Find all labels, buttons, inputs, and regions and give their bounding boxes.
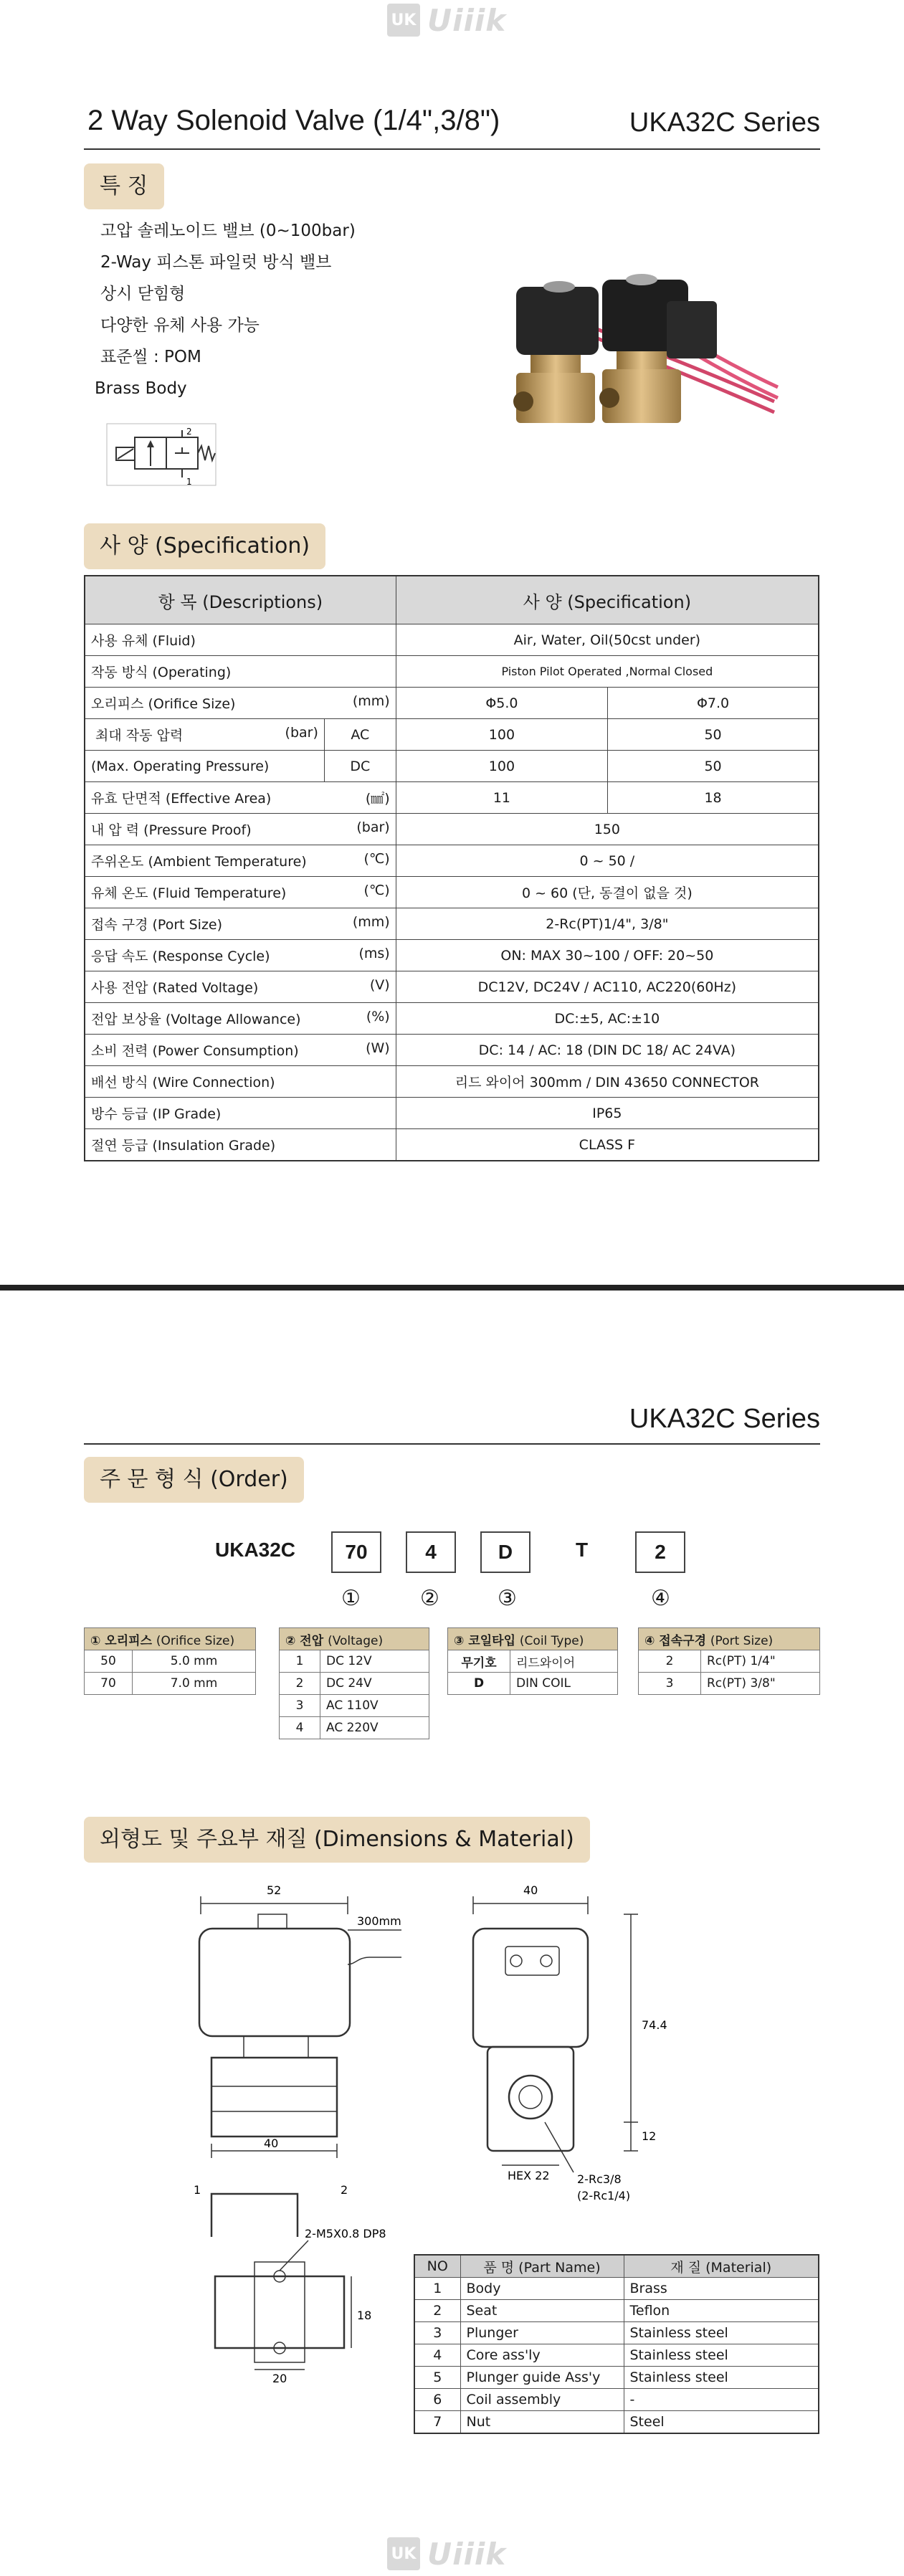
page-divider (0, 1285, 904, 1291)
table-row: 70 7.0 mm (85, 1673, 256, 1695)
spec-unit: (bar) (356, 819, 390, 835)
spec-heading: 사 양 (Specification) (84, 523, 325, 569)
spec-value: 150 (396, 814, 819, 845)
spec-name: 유효 단면적 (Effective Area) (91, 791, 272, 807)
spec-value: Φ5.0 (396, 688, 607, 719)
spec-name: 오리피스 (Orifice Size) (91, 696, 236, 712)
order-heading: 주 문 형 식 (Order) (84, 1457, 304, 1503)
orifice-title: ① 오리피스 (Orifice Size) (85, 1628, 256, 1650)
spec-unit: (V) (369, 977, 390, 993)
table-row: 1 Body Brass (414, 2278, 819, 2300)
feature-item: 2-Way 피스톤 파일럿 방식 밸브 (100, 253, 332, 272)
spec-unit: (mm) (352, 693, 390, 709)
series-label-2: UKA32C Series (629, 1404, 820, 1434)
table-row: 5 Plunger guide Ass'y Stainless steel (414, 2367, 819, 2389)
logo-word: Uiiik (427, 2, 507, 38)
voltage-table (279, 1627, 429, 1739)
spec-name: 주위온도 (Ambient Temperature) (91, 854, 307, 870)
spec-col-spec: 사 양 (Specification) (396, 576, 819, 624)
header-rule-2 (84, 1443, 820, 1445)
table-row (85, 877, 819, 908)
spec-value: 2-Rc(PT)1/4", 3/8" (396, 908, 819, 940)
feature-item: 상시 닫힘형 (100, 285, 186, 303)
spec-value: 100 (396, 719, 607, 751)
table-row: 무기호 리드와이어 (448, 1650, 618, 1673)
spec-name: 내 압 력 (Pressure Proof) (91, 822, 252, 838)
spec-value: 0 ~ 60 (단, 동결이 없을 것) (396, 877, 819, 908)
dim-p2: 2 (341, 2183, 348, 2197)
spec-value: 11 (396, 782, 607, 814)
table-row: 6 Coil assembly - (414, 2389, 819, 2411)
dim-port2: (2-Rc1/4) (577, 2189, 631, 2202)
dim-w52: 52 (267, 1883, 282, 1897)
spec-name: 응답 속도 (Response Cycle) (91, 949, 270, 964)
table-row (85, 624, 819, 656)
table-row: 2 DC 24V (280, 1673, 429, 1695)
table-row: 50 5.0 mm (85, 1650, 256, 1673)
spec-sub: AC (324, 719, 396, 751)
table-row (85, 1129, 819, 1161)
logo-mark: UK (387, 4, 420, 37)
series-label: UKA32C Series (629, 108, 820, 138)
dim-screw: 2-M5X0.8 DP8 (305, 2227, 386, 2240)
coil-title: ③ 코일타입 (Coil Type) (448, 1628, 618, 1650)
table-row (85, 908, 819, 940)
bottom-view-drawing (201, 2219, 401, 2384)
valve-symbol-icon (106, 423, 218, 488)
order-code-coil: D (480, 1531, 530, 1573)
table-row: 3 Plunger Stainless steel (414, 2322, 819, 2344)
dim-h12: 12 (642, 2129, 657, 2143)
table-row (85, 751, 819, 782)
brand-logo-bottom (387, 2535, 516, 2572)
features-heading: 특 징 (84, 163, 164, 209)
spec-value: 0 ~ 50 / (396, 845, 819, 877)
spec-name: 사용 유체 (Fluid) (85, 624, 396, 656)
dim-port: 2-Rc3/8 (577, 2172, 622, 2186)
spec-unit: (℃) (363, 851, 390, 867)
spec-value: 50 (608, 719, 819, 751)
dim-h18: 18 (357, 2309, 372, 2322)
symbol-port-bottom: 1 (186, 477, 192, 487)
table-row: 4 AC 220V (280, 1717, 429, 1739)
spec-name: 사용 전압 (Rated Voltage) (91, 980, 259, 996)
port-table (638, 1627, 820, 1695)
spec-value: ON: MAX 30~100 / OFF: 20~50 (396, 940, 819, 971)
orifice-table (84, 1627, 256, 1695)
spec-value: 50 (608, 751, 819, 782)
spec-value: CLASS F (396, 1129, 819, 1161)
table-row (85, 1098, 819, 1129)
spec-name: 최대 작동 압력 (95, 728, 184, 743)
dim-w40b: 40 (523, 1883, 538, 1897)
page-title: 2 Way Solenoid Valve (1/4",3/8") (87, 105, 500, 136)
port-title: ④ 접속구경 (Port Size) (639, 1628, 820, 1650)
dim-wire: 300mm (357, 1914, 401, 1928)
feature-item: 표준씰 : POM (100, 348, 201, 366)
spec-col-desc: 항 목 (Descriptions) (85, 576, 396, 624)
feature-item: Brass Body (95, 379, 187, 398)
spec-name: 배선 방식 (Wire Connection) (85, 1066, 396, 1098)
spec-unit: (㎟) (365, 791, 390, 807)
spec-table (84, 575, 819, 1161)
coil-table (447, 1627, 618, 1695)
dimension-drawing (172, 1878, 703, 2237)
voltage-title: ② 전압 (Voltage) (280, 1628, 429, 1650)
material-header-row (414, 2255, 819, 2278)
table-row: 3 Rc(PT) 3/8" (639, 1673, 820, 1695)
spec-name: 작동 방식 (Operating) (85, 656, 396, 688)
spec-value: DC12V, DC24V / AC110, AC220(60Hz) (396, 971, 819, 1003)
order-code-prefix: UKA32C (215, 1539, 296, 1561)
table-row: 7 Nut Steel (414, 2411, 819, 2434)
features-list (95, 215, 356, 404)
order-code-t: T (576, 1539, 589, 1561)
feature-item: 고압 솔레노이드 밸브 (0~100bar) (100, 222, 356, 240)
table-row (85, 1035, 819, 1066)
spec-unit: (ms) (358, 946, 390, 961)
order-marker-1: ① (341, 1586, 361, 1611)
order-marker-4: ④ (651, 1586, 670, 1611)
logo-mark: UK (387, 2537, 420, 2570)
spec-name: 유체 온도 (Fluid Temperature) (91, 885, 287, 901)
material-table (414, 2254, 819, 2434)
spec-value: Air, Water, Oil(50cst under) (396, 624, 819, 656)
product-photo (495, 265, 781, 459)
spec-value: DC:±5, AC:±10 (396, 1003, 819, 1035)
spec-value: 100 (396, 751, 607, 782)
order-code-voltage: 4 (406, 1531, 456, 1573)
dim-h74: 74.4 (642, 2018, 667, 2032)
dim-w40a: 40 (264, 2137, 279, 2150)
order-code-port: 2 (635, 1531, 685, 1573)
material-col-no: NO (414, 2255, 460, 2278)
spec-name: 절연 등급 (Insulation Grade) (85, 1129, 396, 1161)
table-row (85, 814, 819, 845)
spec-name: 소비 전력 (Power Consumption) (91, 1043, 299, 1059)
table-row (85, 782, 819, 814)
table-row (85, 656, 819, 688)
brand-logo (387, 1, 516, 39)
spec-value: 18 (608, 782, 819, 814)
table-row (85, 1003, 819, 1035)
table-row: 4 Core ass'ly Stainless steel (414, 2344, 819, 2367)
material-col-mat: 재 질 (Material) (624, 2255, 819, 2278)
dim-hex: HEX 22 (508, 2169, 550, 2182)
spec-value: Φ7.0 (608, 688, 819, 719)
spec-unit: (%) (366, 1009, 390, 1025)
spec-unit: (bar) (285, 725, 318, 741)
table-row: 2 Rc(PT) 1/4" (639, 1650, 820, 1673)
spec-value: 리드 와이어 300mm / DIN 43650 CONNECTOR (396, 1066, 819, 1098)
dim-p1: 1 (194, 2183, 201, 2197)
spec-sub: DC (324, 751, 396, 782)
symbol-port-top: 2 (186, 427, 192, 437)
header-rule (84, 148, 820, 150)
table-row (85, 940, 819, 971)
table-row (85, 719, 819, 751)
spec-value: Piston Pilot Operated ,Normal Closed (396, 656, 819, 688)
spec-unit: (mm) (352, 914, 390, 930)
logo-word: Uiiik (427, 2536, 507, 2572)
spec-name: 전압 보상율 (Voltage Allowance) (91, 1012, 301, 1027)
feature-item: 다양한 유체 사용 가능 (100, 316, 260, 335)
spec-name: 접속 구경 (Port Size) (91, 917, 223, 933)
spec-unit: (℃) (363, 883, 390, 898)
spec-value: DC: 14 / AC: 18 (DIN DC 18/ AC 24VA) (396, 1035, 819, 1066)
table-row (85, 971, 819, 1003)
table-row: D DIN COIL (448, 1673, 618, 1695)
table-row (85, 845, 819, 877)
table-row: 1 DC 12V (280, 1650, 429, 1673)
spec-name: (Max. Operating Pressure) (85, 751, 324, 782)
order-marker-2: ② (420, 1586, 439, 1611)
spec-name: 방수 등급 (IP Grade) (85, 1098, 396, 1129)
table-row (85, 1066, 819, 1098)
spec-header-row (85, 576, 819, 624)
spec-value: IP65 (396, 1098, 819, 1129)
table-row: 3 AC 110V (280, 1695, 429, 1717)
order-code-orifice: 70 (331, 1531, 381, 1573)
material-col-part: 품 명 (Part Name) (460, 2255, 624, 2278)
spec-unit: (W) (366, 1040, 390, 1056)
table-row: 2 Seat Teflon (414, 2300, 819, 2322)
dim-w20: 20 (272, 2372, 287, 2384)
dimensions-heading: 외형도 및 주요부 재질 (Dimensions & Material) (84, 1817, 590, 1863)
order-marker-3: ③ (498, 1586, 517, 1611)
table-row (85, 688, 819, 719)
